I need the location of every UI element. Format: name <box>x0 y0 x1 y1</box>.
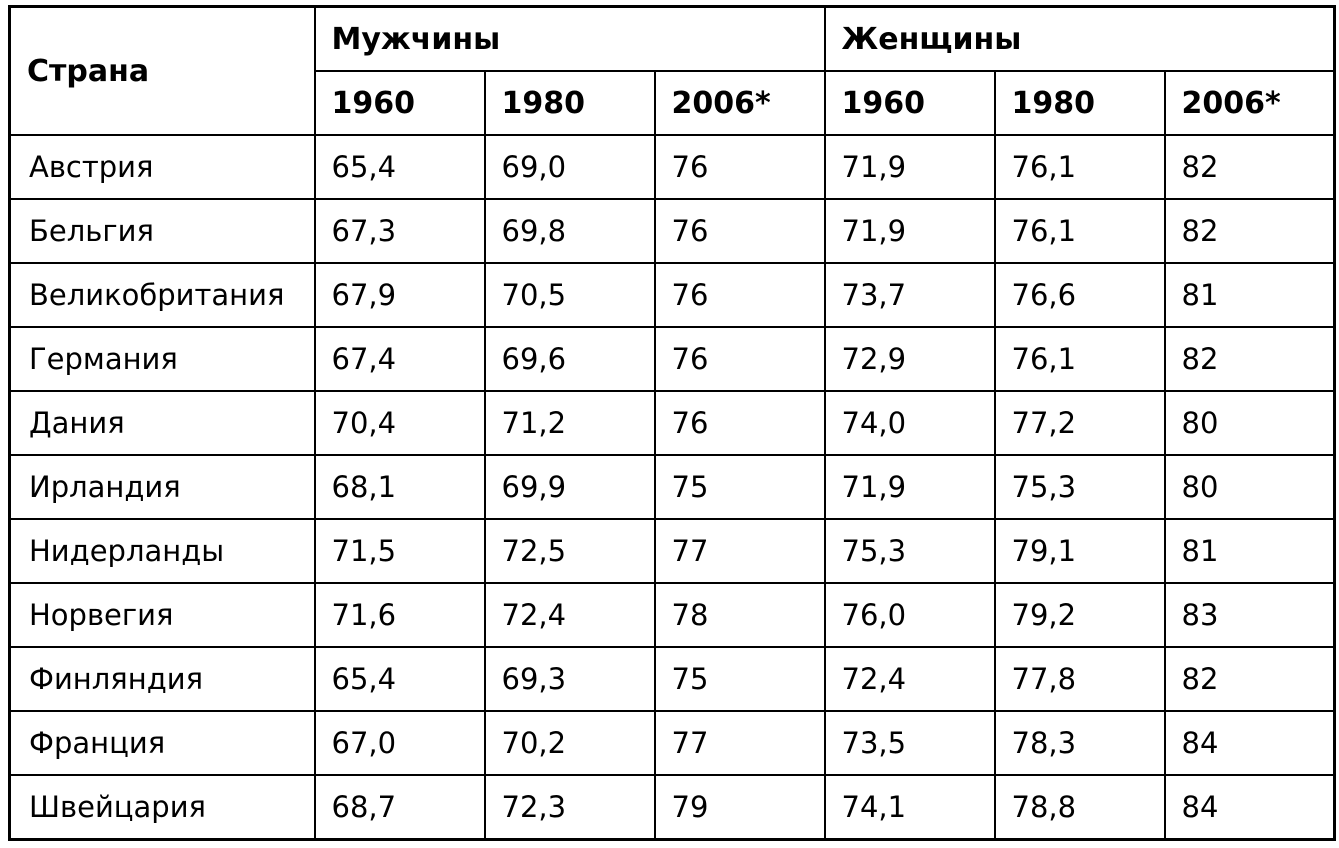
country-cell: Швейцария <box>10 775 315 840</box>
men-1980-cell: 70,5 <box>485 263 655 327</box>
table-row <box>10 391 1335 455</box>
women-1960-cell: 71,9 <box>825 455 995 519</box>
men-1980-cell: 69,0 <box>485 135 655 199</box>
women-1960-cell: 76,0 <box>825 583 995 647</box>
women-1960-cell: 72,9 <box>825 327 995 391</box>
men-2006-cell: 76 <box>655 327 825 391</box>
country-cell: Ирландия <box>10 455 315 519</box>
women-2006-cell: 82 <box>1165 135 1335 199</box>
men-1960-cell: 68,1 <box>315 455 485 519</box>
men-year-2006-header: 2006* <box>655 71 825 135</box>
men-2006-cell: 76 <box>655 391 825 455</box>
women-1960-cell: 71,9 <box>825 199 995 263</box>
men-2006-cell: 76 <box>655 263 825 327</box>
country-cell: Австрия <box>10 135 315 199</box>
women-1960-cell: 72,4 <box>825 647 995 711</box>
women-1980-cell: 76,1 <box>995 327 1165 391</box>
men-1960-cell: 67,0 <box>315 711 485 775</box>
women-1980-cell: 78,3 <box>995 711 1165 775</box>
men-year-1980-header: 1980 <box>485 71 655 135</box>
country-cell: Финляндия <box>10 647 315 711</box>
men-1980-cell: 69,9 <box>485 455 655 519</box>
women-1960-cell: 71,9 <box>825 135 995 199</box>
women-1980-cell: 76,1 <box>995 199 1165 263</box>
men-1980-cell: 72,3 <box>485 775 655 840</box>
men-2006-cell: 76 <box>655 199 825 263</box>
women-year-1960-header: 1960 <box>825 71 995 135</box>
table-row <box>10 711 1335 775</box>
men-group-header: Мужчины <box>315 7 825 72</box>
men-2006-cell: 78 <box>655 583 825 647</box>
women-1980-cell: 76,1 <box>995 135 1165 199</box>
women-2006-cell: 84 <box>1165 775 1335 840</box>
women-2006-cell: 81 <box>1165 263 1335 327</box>
women-1980-cell: 79,2 <box>995 583 1165 647</box>
women-2006-cell: 82 <box>1165 327 1335 391</box>
women-1960-cell: 75,3 <box>825 519 995 583</box>
women-1980-cell: 75,3 <box>995 455 1165 519</box>
country-cell: Германия <box>10 327 315 391</box>
men-1980-cell: 72,5 <box>485 519 655 583</box>
table-row <box>10 775 1335 840</box>
table-row <box>10 455 1335 519</box>
women-1960-cell: 73,7 <box>825 263 995 327</box>
table-row <box>10 199 1335 263</box>
women-1980-cell: 78,8 <box>995 775 1165 840</box>
women-group-header: Женщины <box>825 7 1335 72</box>
women-2006-cell: 83 <box>1165 583 1335 647</box>
women-1960-cell: 74,0 <box>825 391 995 455</box>
men-1960-cell: 67,3 <box>315 199 485 263</box>
table-row <box>10 519 1335 583</box>
men-1980-cell: 69,6 <box>485 327 655 391</box>
women-2006-cell: 80 <box>1165 455 1335 519</box>
men-1980-cell: 72,4 <box>485 583 655 647</box>
women-1980-cell: 76,6 <box>995 263 1165 327</box>
table-row <box>10 263 1335 327</box>
men-1980-cell: 69,3 <box>485 647 655 711</box>
women-year-1980-header: 1980 <box>995 71 1165 135</box>
men-1960-cell: 67,9 <box>315 263 485 327</box>
women-year-2006-header: 2006* <box>1165 71 1335 135</box>
header-group-row <box>10 7 1335 72</box>
women-1980-cell: 77,2 <box>995 391 1165 455</box>
men-1960-cell: 67,4 <box>315 327 485 391</box>
men-1960-cell: 70,4 <box>315 391 485 455</box>
men-1960-cell: 65,4 <box>315 135 485 199</box>
men-2006-cell: 77 <box>655 519 825 583</box>
men-1980-cell: 70,2 <box>485 711 655 775</box>
women-2006-cell: 82 <box>1165 199 1335 263</box>
men-1960-cell: 65,4 <box>315 647 485 711</box>
women-1960-cell: 74,1 <box>825 775 995 840</box>
country-column-header: Страна <box>10 7 315 136</box>
table-body <box>10 135 1335 840</box>
women-1980-cell: 77,8 <box>995 647 1165 711</box>
men-1960-cell: 71,6 <box>315 583 485 647</box>
women-2006-cell: 84 <box>1165 711 1335 775</box>
table-row <box>10 647 1335 711</box>
men-year-1960-header: 1960 <box>315 71 485 135</box>
table-row <box>10 135 1335 199</box>
country-cell: Норвегия <box>10 583 315 647</box>
life-expectancy-table <box>8 5 1336 841</box>
table-row <box>10 327 1335 391</box>
women-2006-cell: 81 <box>1165 519 1335 583</box>
men-2006-cell: 79 <box>655 775 825 840</box>
men-1960-cell: 71,5 <box>315 519 485 583</box>
country-cell: Дания <box>10 391 315 455</box>
women-1980-cell: 79,1 <box>995 519 1165 583</box>
men-2006-cell: 75 <box>655 455 825 519</box>
country-cell: Бельгия <box>10 199 315 263</box>
men-1980-cell: 71,2 <box>485 391 655 455</box>
men-1980-cell: 69,8 <box>485 199 655 263</box>
men-2006-cell: 77 <box>655 711 825 775</box>
country-cell: Великобритания <box>10 263 315 327</box>
men-1960-cell: 68,7 <box>315 775 485 840</box>
men-2006-cell: 75 <box>655 647 825 711</box>
country-cell: Франция <box>10 711 315 775</box>
country-cell: Нидерланды <box>10 519 315 583</box>
table-row <box>10 583 1335 647</box>
women-2006-cell: 80 <box>1165 391 1335 455</box>
women-1960-cell: 73,5 <box>825 711 995 775</box>
women-2006-cell: 82 <box>1165 647 1335 711</box>
men-2006-cell: 76 <box>655 135 825 199</box>
